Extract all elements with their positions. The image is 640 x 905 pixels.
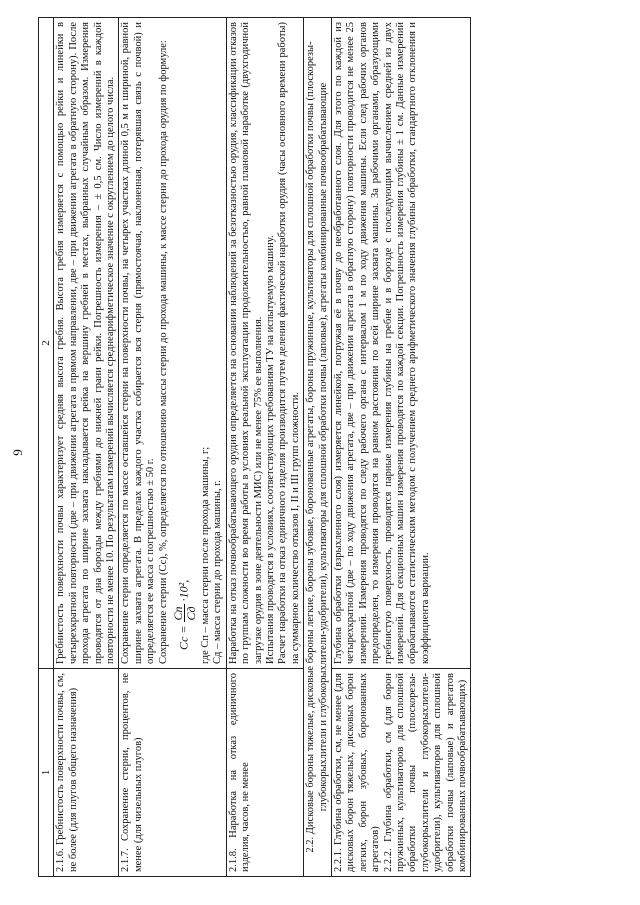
paragraph: Сохранение стерни (Сс), %, определяется по отношению массы стерни до прохода машины, к массе стерни до прохода орудия по формуле:	[157, 40, 169, 664]
formula-legend: где Сп – масса стерни после прохода машины, г;	[199, 446, 211, 664]
paragraph: Наработка на отказ почвообрабатывающего орудия определяется на основании наблюдений за безотказностью орудия, классификации отказов по группам сложности во время работы в условиях реальной эксплуатации продолжительностью, равной плановой наработке (двухгодичной загрузке орудия в зоне деятельности МИС) или не менее 75% ее выполнения.	[227, 22, 264, 664]
row-description	[119, 18, 226, 669]
table-row	[54, 18, 119, 877]
row-name-part: 2.2.2. Глубина обработки, см (для борон пружинных, культиваторов для сплошной обработки почвы (плоскорезы-глубокорыхлители и глубокорыхлители-удобрители), культиваторов для сплошной обработки почвы (лаповые) и агрегатов комбинированных почвообрабатывающих)	[382, 673, 468, 872]
row-description: Глубина обработки (взрыхленного слоя) измеряется линейкой, погружая её в почву до необработанного слоя. Для этого по каждой из четырехкратной (две – по ходу движения агрегата, две – при движении агрегата в обратную сторону) повторности проводится не менее 25 измерений. Измерения проводятся по следу рабочего органа с интервалом 1 м по ходу движения машины. Если след рабочих органов предопределен, то измерения проводятся на равном расстоянии по всей ширине захвата машины. За рабочими органами, образующими гребнистую поверхность, проводятся парные измерения глубины на гребне и в борозде с последующим вычислением средней из двух измерений. Для секционных машин измерения проводятся по каждой секции. Погрешность измерения глубины ± 1 см. Данные измерений обрабатываются статистическим методом с получением среднего арифметического значения глубины обработки, стандартного отклонения и коэффициента вариации.	[331, 18, 470, 669]
formula-legend: Сд – масса стерни до прохода машины, г.	[212, 480, 224, 664]
table-row	[226, 18, 303, 877]
row-name: 2.1.6. Гребнистость поверхности почвы, см, не более (для плугов общего назначения)	[54, 669, 119, 877]
header-col-2: 2	[39, 18, 54, 669]
row-name: 2.1.7. Сохранение стерни, процентов, не менее (для чизельных плугов)	[119, 669, 226, 877]
paragraph: Расчет наработки на отказ единичного изделия производится путем деления фактической наработки орудия (часы основного времени работы) на суммарное количество отказов I, II и III групп сложности.	[277, 22, 301, 664]
stubble-formula: Сс = Сп Сд ·10²,	[171, 579, 199, 650]
table-row	[331, 18, 470, 877]
paragraph: Испытания проводятся в условиях, соответствующих требованиям ТУ на испытуемую машину.	[264, 235, 276, 664]
row-description: Гребнистость поверхности почвы характеризует средняя высота гребня. Высота гребня измеряется с помощью рейки и линейки в четырехкратной повторности (две – при движении агрегата в прямом направлении, две – при движении агрегата в обратную сторону). После прохода агрегата по ширине захвата накладывается рейка на вершину гребней в местах, выбранных случайным образом. Измерения проводятся от дна борозды между гребнями до нижней грани рейки. Погрешность измерения – ± 0,5 см. Число измерений в каждой повторности не менее 10. По результатам измерений вычисляется среднеарифметическое значение с округлением до целого числа.	[54, 18, 119, 669]
page-number: 9	[10, 449, 25, 456]
section-heading: 2.2. Дисковые бороны тяжелые, дисковые бороны легкие, бороны зубовые, боронованные агрегаты, бороны пружинные, культиваторы для сплошной обработки почвы (плоскорезы-глубокорыхлители и глубокорыхлители-удобрители), культиваторы для сплошной обработки почвы (лаповые), агрегаты комбинированные почвообрабатывающие	[304, 18, 332, 877]
header-col-1: 1	[39, 669, 54, 877]
requirements-table	[38, 17, 471, 877]
paragraph: Сохранение стерни определяется по массе оставшейся стерни на поверхности почвы, на четырех участках длиной 0,5 м и шириной, равной ширине захвата агрегата. В пределах каждого участка собирается вся стерня (прямостоячая, наклоненная, потерявшая связь с почвой) и определяется ее масса с погрешностью ± 50 г.	[120, 22, 157, 664]
row-description	[226, 18, 303, 669]
table-row	[119, 18, 226, 877]
formula-fraction: Сп Сд	[171, 606, 199, 621]
row-name	[331, 669, 470, 877]
row-name-part: 2.2.1. Глубина обработки, см, не менее (для дисковых борон тяжелых, дисковых борон легких, борон зубовых, боронованных агрегатов)	[332, 673, 382, 872]
row-name: 2.1.8. Наработка на отказ единичного изделия, часов, не менее	[226, 669, 303, 877]
section-row	[304, 18, 332, 877]
table-header-row	[39, 18, 54, 877]
